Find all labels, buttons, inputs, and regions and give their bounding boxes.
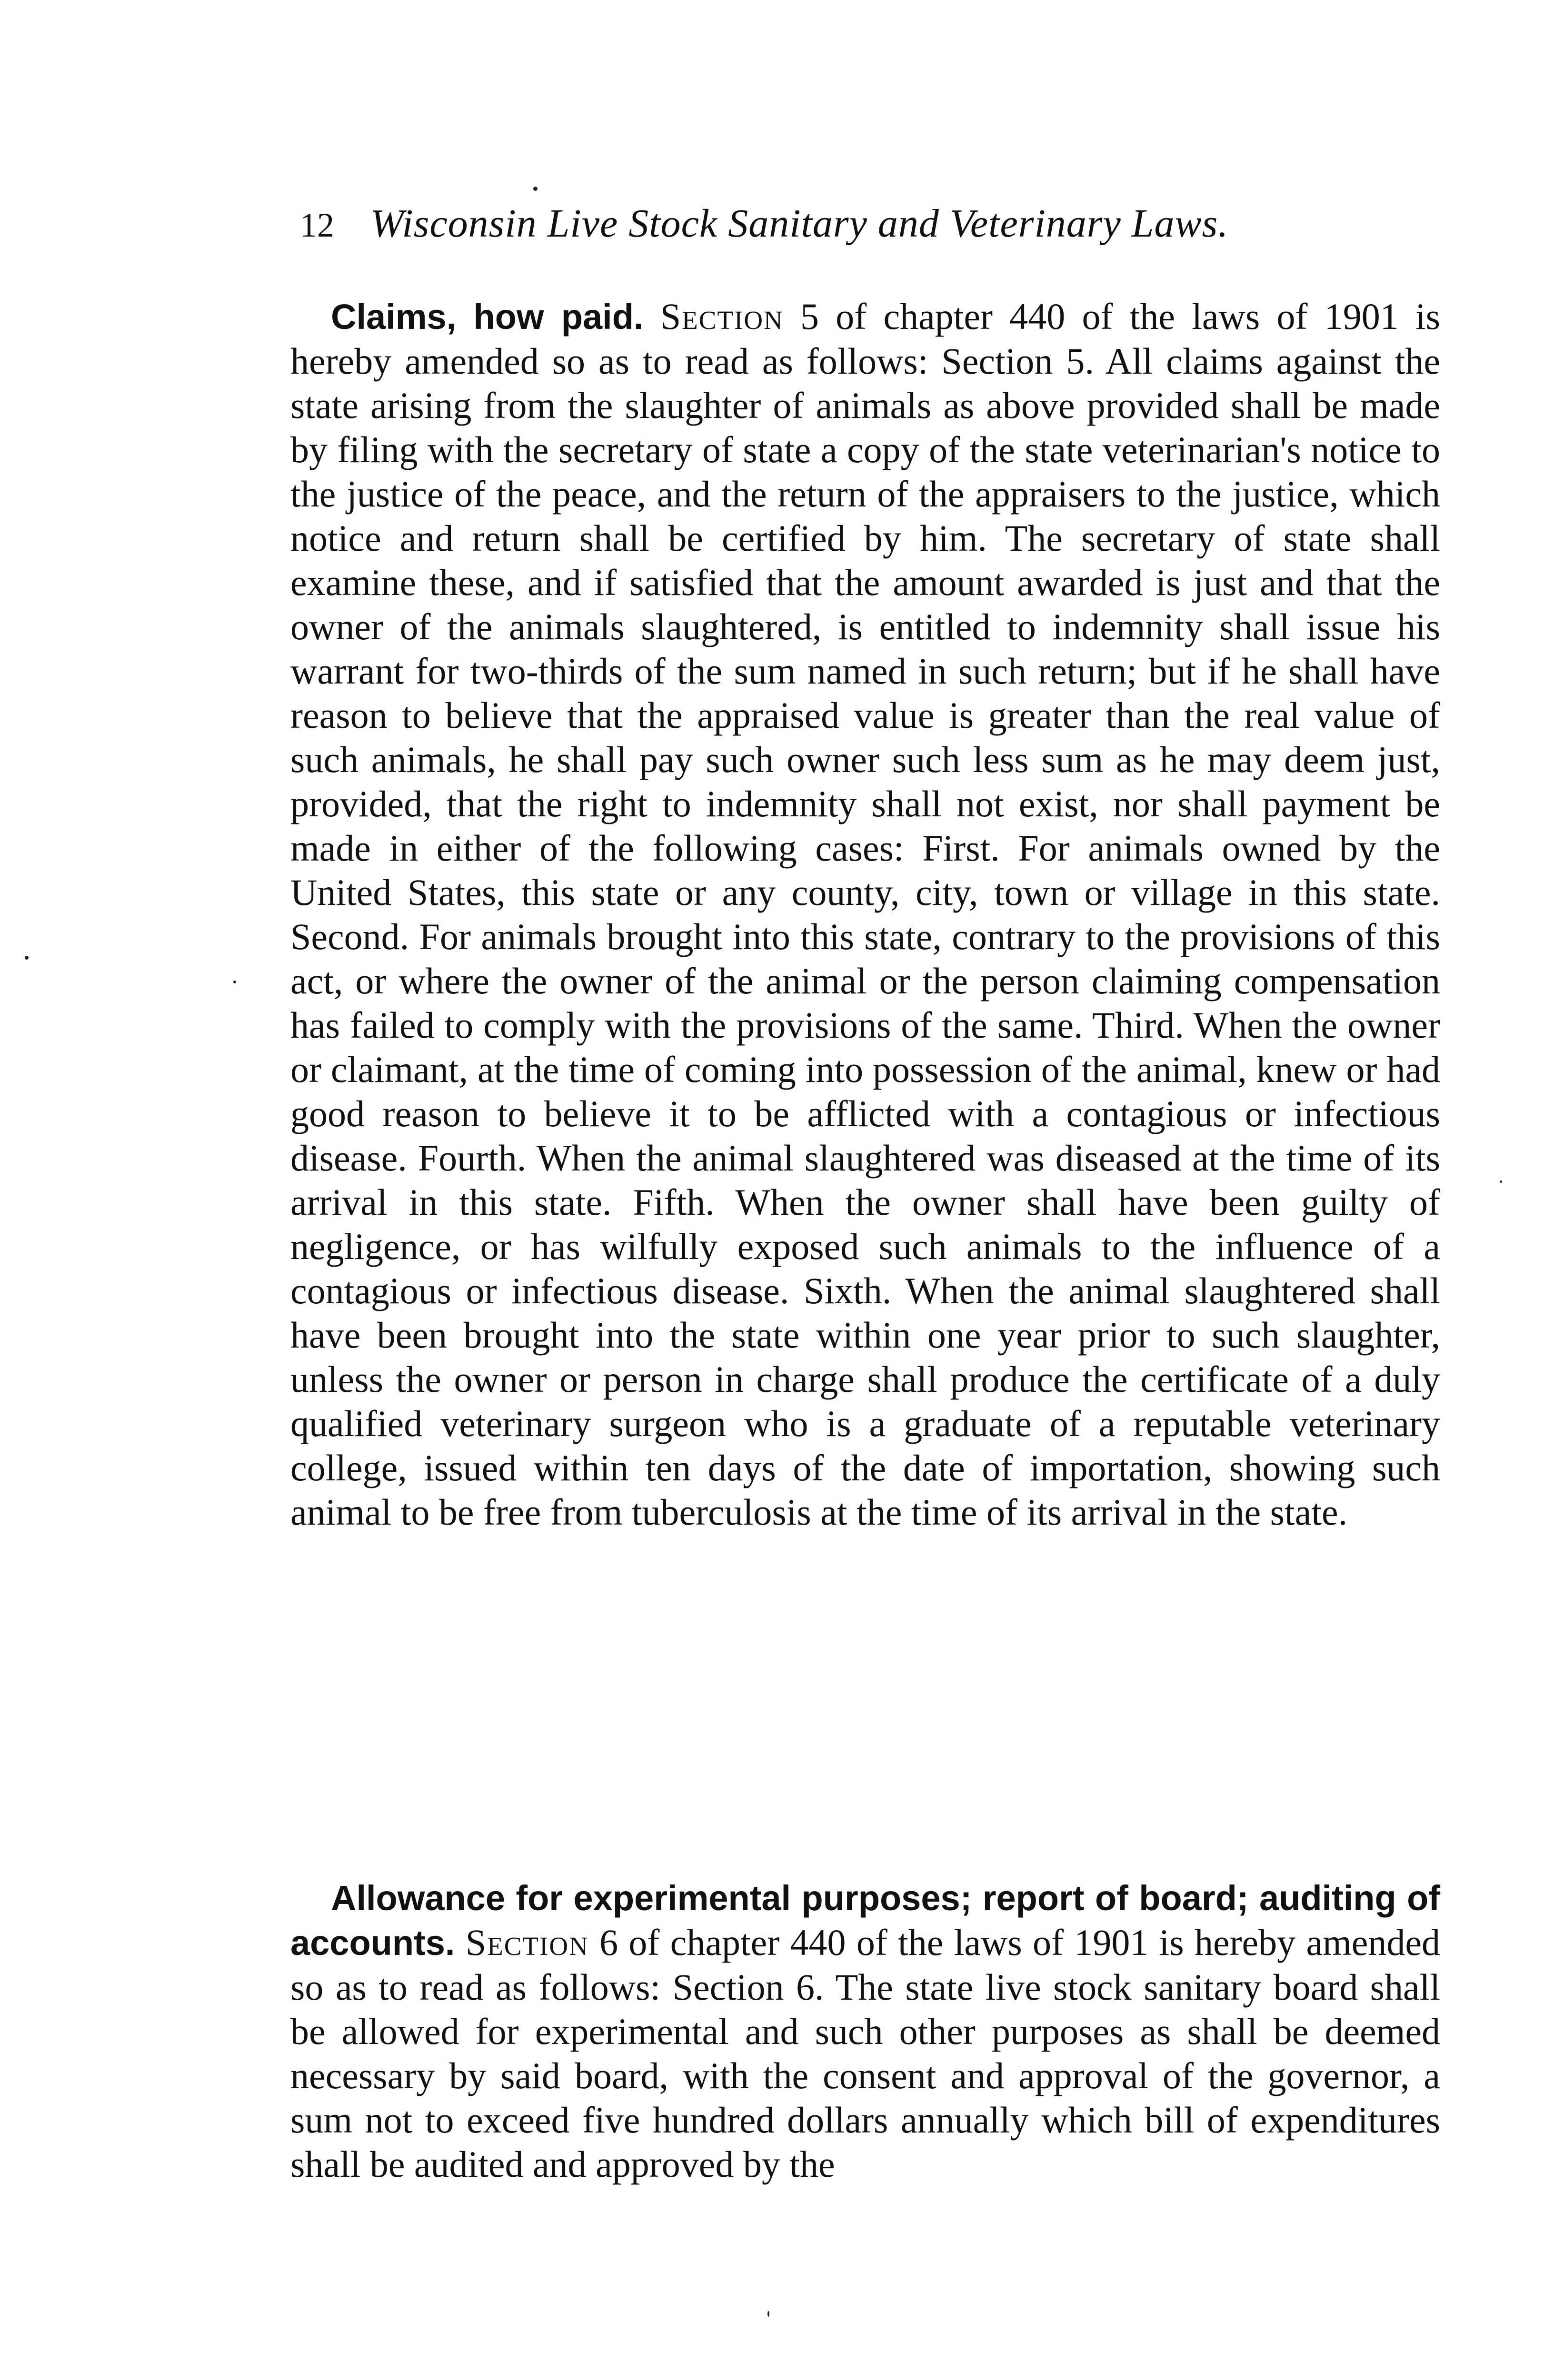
paragraph-allowance — [290, 1875, 1440, 2186]
paragraph-body: 6 of chapter 440 of the laws of 1901 is hereby amended so as to read as follows: Section 6. The state live stock sanitary board shall be allowed for experimental and such other purposes as shall be deemed necessary by said board, with the consent and approval of the governor, a sum not to exceed five hundred dollars annually which bill of expenditures shall be audited and approved by the — [290, 1922, 1441, 2185]
section-word: Section — [660, 296, 784, 337]
paragraph-heading: Claims, how paid. — [331, 297, 644, 337]
page-number: 12 — [300, 206, 334, 244]
paragraph-body: 5 of chapter 440 of the laws of 1901 is hereby amended so as to read as follows: Section 5. All claims against the state arising from the slaughter of animals as above provided shall be made by filing with the secretary of state a copy of the state veterinarian's notice to the justice of the peace, and the return of the appraisers to the justice, which notice and return shall be certified by him. The secretary of state shall examine these, and if satisfied that the amount awarded is just and that the owner of the animals slaughtered, is entitled to indemnity shall issue his warrant for two-thirds of the sum named in such return; but if he shall have reason to believe that the appraised value is greater than the real value of such animals, he shall pay such owner such less sum as he may deem just, provided, that the right to indemnity shall not exist, nor shall payment be made in either of the following cases: First. For animals owned by the United States, this state or any county, city, town or village in this state. Second. For animals brought into this state, contrary to the provisions of this act, or where the owner of the animal or the person claiming compensation has failed to comply with the provisions of the same. Third. When the owner or claimant, at the time of coming into possession of the animal, knew or had good reason to believe it to be afflicted with a contagious or infectious disease. Fourth. When the animal slaughtered was diseased at the time of its arrival in this state. Fifth. When the owner shall have been guilty of negligence, or has wilfully exposed such animals to the influence of a contagious or infectious disease. Sixth. When the animal slaughtered shall have been brought into the state within one year prior to such slaughter, unless the owner or person in charge shall produce the certificate of a duly qualified veterinary surgeon who is a graduate of a reputable veterinary college, issued within ten days of the date of importation, showing such animal to be free from tuberculosis at the time of its arrival in the state. — [290, 296, 1440, 1533]
paragraph-claims — [290, 294, 1440, 1534]
scan-speck — [233, 981, 236, 983]
scan-speck — [767, 2311, 769, 2317]
scan-speck — [25, 956, 29, 960]
scan-speck — [1500, 1180, 1502, 1183]
section-word: Section — [465, 1922, 589, 1963]
page-header — [300, 200, 1381, 249]
running-title: Wisconsin Live Stock Sanitary and Veterinary Laws. — [370, 201, 1229, 246]
scan-speck — [533, 187, 538, 191]
paragraph-heading: Allowance for experimental purposes; report of board; auditing of accounts. — [290, 1878, 1440, 1963]
